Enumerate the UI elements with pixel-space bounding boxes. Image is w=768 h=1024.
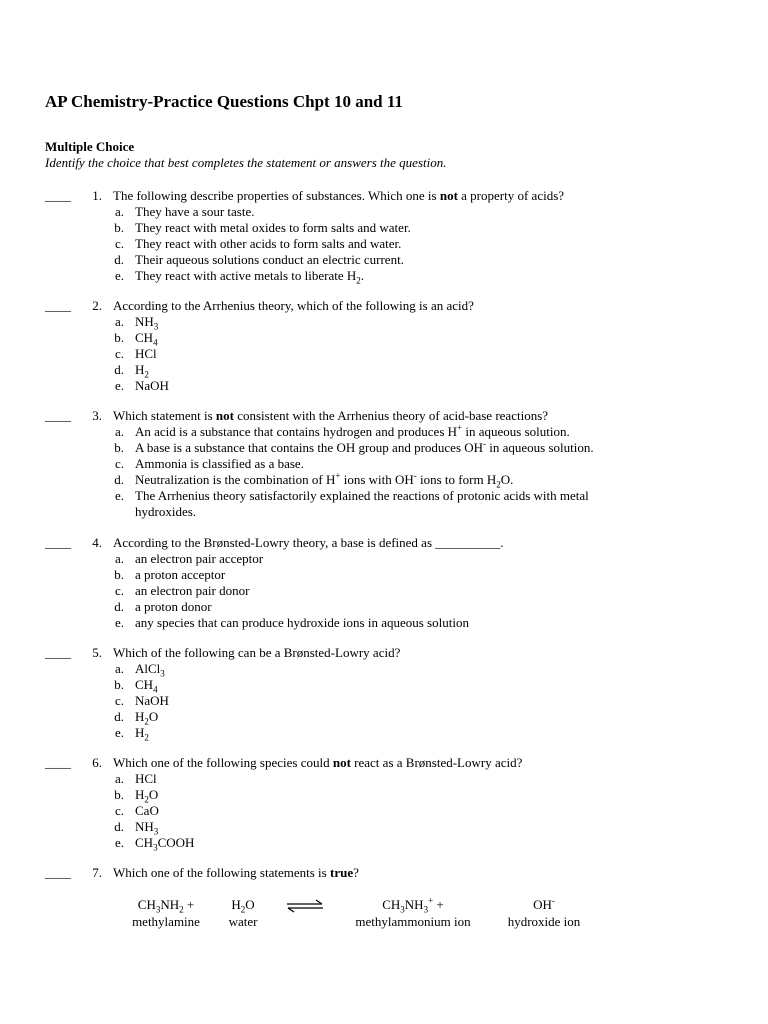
stem-emphasis: not — [332, 755, 351, 770]
question-stem — [113, 865, 359, 881]
choice-text — [135, 346, 635, 362]
choice-text — [135, 488, 635, 520]
answer-blank[interactable]: ____ — [45, 298, 71, 313]
text-run: NH — [160, 897, 180, 912]
answer-blank[interactable]: ____ — [45, 645, 71, 660]
choice-text — [135, 424, 635, 440]
stem-text: a property of acids? — [457, 188, 565, 203]
stem-text: consistent with the Arrhenius theory of acid-base reactions? — [233, 408, 549, 423]
section-instructions: Identify the choice that best completes the statement or answers the question. — [45, 155, 447, 170]
answer-blank[interactable]: ____ — [45, 408, 71, 423]
product-name: hydroxide ion — [507, 914, 581, 929]
choice-text — [135, 220, 635, 236]
subscript: 3 — [423, 904, 429, 915]
text-run: O — [245, 897, 255, 912]
text-run: in aqueous solution. — [462, 424, 570, 439]
question-stem — [113, 755, 522, 771]
text-run: They react with active metals to liberate H — [135, 268, 357, 283]
choice-text — [135, 378, 635, 394]
subscript: 2 — [144, 369, 149, 380]
superscript: - — [413, 470, 417, 481]
subscript: 3 — [155, 904, 161, 915]
text-run: COOH — [157, 835, 195, 850]
choice-letter: d. — [114, 709, 124, 724]
choice-letter: b. — [114, 220, 124, 235]
choice-text — [135, 268, 635, 284]
choice-letter: c. — [114, 693, 124, 708]
choice-letter: e. — [114, 725, 124, 740]
text-run: NH — [404, 897, 424, 912]
subscript: 3 — [400, 904, 405, 915]
choice-letter: d. — [114, 472, 124, 487]
text-run: Their aqueous solutions conduct an electric current. — [135, 252, 404, 267]
choice-text — [135, 330, 635, 346]
choice-text — [135, 362, 635, 378]
choice-text — [135, 204, 635, 220]
question-number: 3. — [92, 408, 102, 423]
reactant-formula — [218, 896, 268, 913]
text-run: an electron pair acceptor — [135, 551, 264, 566]
question-stem — [113, 188, 564, 204]
choice-letter: c. — [114, 236, 124, 251]
choice-text — [135, 615, 635, 631]
choice-text — [135, 567, 635, 583]
subscript: 2 — [356, 275, 361, 286]
choice-text — [135, 771, 635, 787]
product-methylammonium — [348, 896, 478, 930]
choice-text — [135, 725, 635, 741]
text-run: The Arrhenius theory satisfactorily explained the reactions of protonic acids with metal hydroxides. — [135, 488, 589, 519]
text-run: ions to form H — [416, 472, 497, 487]
text-run: NaOH — [135, 378, 169, 393]
question-stem: According to the Brønsted-Lowry theory, a base is defined as __________. — [113, 535, 504, 550]
product-name: methylammonium ion — [355, 914, 471, 929]
text-run: CH — [135, 677, 154, 692]
choice-text — [135, 803, 635, 819]
text-run: H — [135, 362, 145, 377]
subscript: 2 — [240, 904, 246, 915]
text-run: an electron pair donor — [135, 583, 250, 598]
answer-blank[interactable]: ____ — [45, 535, 71, 550]
text-run: . — [360, 268, 365, 283]
choice-text — [135, 252, 635, 268]
text-run: any species that can produce hydroxide ions in aqueous solution — [135, 615, 469, 630]
choice-text — [135, 835, 635, 851]
choice-letter: a. — [114, 771, 124, 786]
superscript: + — [335, 470, 341, 481]
choice-letter: a. — [114, 661, 124, 676]
text-run: HCl — [135, 771, 157, 786]
text-run: H — [231, 897, 241, 912]
subscript: 2 — [144, 732, 149, 743]
choice-letter: a. — [114, 204, 124, 219]
choice-letter: b. — [114, 677, 124, 692]
subscript: 2 — [144, 794, 149, 805]
subscript: 2 — [179, 904, 184, 915]
choice-letter: e. — [114, 378, 124, 393]
choice-letter: c. — [114, 803, 124, 818]
choice-text — [135, 661, 635, 677]
text-run: O — [148, 709, 159, 724]
choice-letter: e. — [114, 268, 124, 283]
stem-text: Which one of the following statements is — [113, 865, 330, 880]
reactant-name: water — [228, 914, 258, 929]
choice-letter: a. — [114, 314, 124, 329]
text-run: + — [433, 897, 444, 912]
text-run: + — [183, 897, 195, 912]
text-run: They react with other acids to form salts and water. — [135, 236, 402, 251]
stem-emphasis: not — [439, 188, 458, 203]
choice-letter: e. — [114, 615, 124, 630]
stem-emphasis: true — [329, 865, 354, 880]
subscript: 3 — [160, 668, 165, 679]
stem-text: Which one of the following species could — [113, 755, 333, 770]
choice-text — [135, 472, 635, 488]
reactant-formula — [118, 896, 214, 913]
text-run: OH — [533, 897, 552, 912]
subscript: 4 — [153, 337, 158, 348]
superscript: - — [551, 895, 555, 906]
choice-letter: a. — [114, 551, 124, 566]
text-run: An acid is a substance that contains hydrogen and produces H — [135, 424, 458, 439]
question-number: 2. — [92, 298, 102, 313]
answer-blank[interactable]: ____ — [45, 755, 71, 770]
text-run: Neutralization is the combination of H — [135, 472, 336, 487]
subscript: 2 — [144, 716, 149, 727]
text-run: CH — [137, 897, 156, 912]
answer-blank[interactable]: ____ — [45, 188, 71, 203]
choice-text — [135, 819, 635, 835]
choice-letter: d. — [114, 252, 124, 267]
choice-text — [135, 583, 635, 599]
subscript: 4 — [153, 684, 158, 695]
choice-letter: e. — [114, 488, 124, 503]
text-run: They have a sour taste. — [135, 204, 255, 219]
text-run: Ammonia is classified as a base. — [135, 456, 304, 471]
text-run: H — [135, 709, 145, 724]
text-run: O. — [500, 472, 514, 487]
product-hydroxide — [498, 896, 590, 930]
choice-letter: b. — [114, 330, 124, 345]
stem-emphasis: not — [215, 408, 234, 423]
choice-letter: d. — [114, 362, 124, 377]
question-stem: According to the Arrhenius theory, which of the following is an acid? — [113, 298, 474, 313]
question-number: 6. — [92, 755, 102, 770]
choice-letter: b. — [114, 567, 124, 582]
question-number: 1. — [92, 188, 102, 203]
text-run: a proton donor — [135, 599, 212, 614]
text-run: CaO — [135, 803, 159, 818]
choice-text — [135, 787, 635, 803]
text-run: O — [148, 787, 159, 802]
text-run: NaOH — [135, 693, 169, 708]
choice-letter: e. — [114, 835, 124, 850]
choice-text — [135, 709, 635, 725]
text-run: H — [135, 787, 145, 802]
superscript: + — [457, 422, 463, 433]
superscript: + — [428, 895, 434, 906]
subscript: 3 — [153, 826, 159, 837]
text-run: CH — [382, 897, 401, 912]
text-run: ions with OH — [340, 472, 414, 487]
superscript: - — [483, 438, 487, 449]
section-heading: Multiple Choice — [45, 139, 135, 154]
choice-text — [135, 693, 635, 709]
choice-text — [135, 440, 635, 456]
subscript: 3 — [153, 842, 158, 853]
question-number: 7. — [92, 865, 102, 880]
choice-text — [135, 456, 635, 472]
reactant-water — [218, 896, 268, 930]
stem-text: The following describe properties of substances. Which one is — [113, 188, 440, 203]
stem-text: Which statement is — [113, 408, 216, 423]
choice-text — [135, 551, 635, 567]
choice-text — [135, 236, 635, 252]
text-run: in aqueous solution. — [486, 440, 594, 455]
question-number: 5. — [92, 645, 102, 660]
text-run: H — [135, 725, 145, 740]
text-run: a proton acceptor — [135, 567, 226, 582]
choice-text — [135, 677, 635, 693]
page-title: AP Chemistry-Practice Questions Chpt 10 and 11 — [45, 92, 403, 111]
text-run: CH — [135, 330, 154, 345]
choice-letter: d. — [114, 819, 124, 834]
question-stem: Which of the following can be a Brønsted-Lowry acid? — [113, 645, 401, 660]
product-formula — [348, 896, 478, 913]
reactant-methylamine — [118, 896, 214, 930]
choice-letter: c. — [114, 346, 124, 361]
text-run: CH — [135, 835, 154, 850]
answer-blank[interactable]: ____ — [45, 865, 71, 880]
choice-letter: d. — [114, 599, 124, 614]
choice-text — [135, 599, 635, 615]
question-stem — [113, 408, 548, 424]
question-number: 4. — [92, 535, 102, 550]
text-run: A base is a substance that contains the OH group and produces OH — [135, 440, 484, 455]
text-run: AlCl — [135, 661, 161, 676]
stem-text: react as a Brønsted-Lowry acid? — [350, 755, 523, 770]
equilibrium-arrow-icon — [286, 898, 324, 914]
choice-letter: b. — [114, 440, 124, 455]
stem-text: ? — [353, 865, 359, 880]
product-formula — [498, 896, 590, 913]
text-run: HCl — [135, 346, 157, 361]
choice-letter: a. — [114, 424, 124, 439]
text-run: NH — [135, 819, 154, 834]
subscript: 2 — [496, 479, 501, 490]
choice-text — [135, 314, 635, 330]
text-run: They react with metal oxides to form salts and water. — [135, 220, 411, 235]
text-run: NH — [135, 314, 154, 329]
subscript: 3 — [153, 321, 159, 332]
reactant-name: methylamine — [132, 914, 200, 929]
choice-letter: b. — [114, 787, 124, 802]
choice-letter: c. — [114, 583, 124, 598]
choice-letter: c. — [114, 456, 124, 471]
